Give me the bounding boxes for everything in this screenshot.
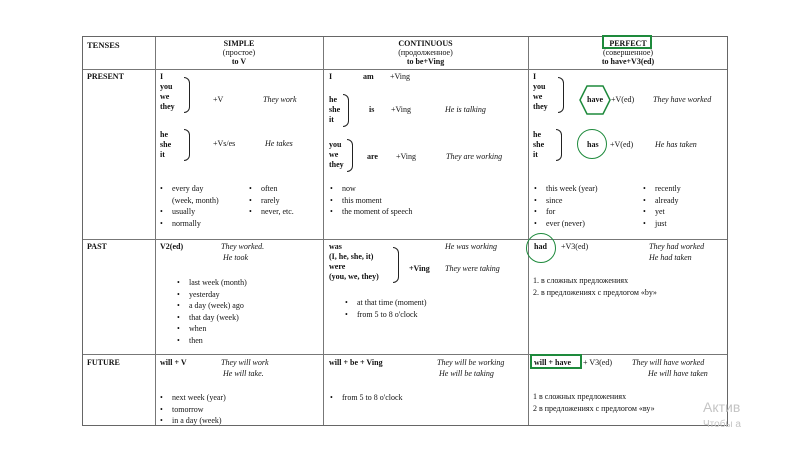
brace: [393, 247, 399, 283]
present-simple-pronouns-1: I you we they: [160, 72, 175, 111]
past-perf-note-2: 2. в предложениях с предлогом «by»: [533, 288, 657, 297]
brace: [184, 77, 190, 113]
header-simple-ru: (простое): [222, 48, 256, 57]
present-cont-example-3: They are working: [446, 152, 503, 161]
past-perf-example-1: They had worked: [649, 242, 705, 251]
present-cont-pronouns-3: you we they: [329, 140, 344, 169]
future-simple-example-1: They will work: [221, 358, 269, 367]
row-label-past: PAST: [87, 242, 107, 251]
present-simple-markers-right: • often • rarely • never, etc.: [249, 183, 294, 218]
present-perf-have: have: [587, 95, 603, 104]
future-perf-aux: will + have: [534, 358, 572, 367]
past-cont-markers: • at that time (moment) • from 5 to 8 o'clock: [345, 297, 427, 320]
present-cont-are: are: [367, 152, 378, 161]
row-divider: [83, 354, 727, 355]
activation-watermark-text: Чтобы а: [703, 419, 741, 430]
present-simple-example-2: He takes: [265, 139, 293, 148]
brace: [347, 139, 353, 172]
brace: [184, 129, 190, 161]
col-divider: [323, 37, 324, 425]
present-cont-am: am: [363, 72, 374, 81]
will-have-highlight-box: [530, 354, 582, 369]
header-tenses: TENSES: [87, 40, 120, 50]
header-perfect-ru: (совершенное): [602, 48, 654, 57]
brace: [558, 77, 564, 113]
circle-highlight-icon: [526, 233, 556, 263]
col-divider: [528, 37, 529, 425]
present-perf-example-2: He has taken: [655, 140, 697, 149]
future-perf-form: + V3(ed): [583, 358, 613, 367]
future-perf-note-2: 2 в предложениях с предлогом «ву»: [533, 404, 655, 413]
future-cont-example-2: He will be taking: [439, 369, 494, 378]
row-label-present: PRESENT: [87, 72, 124, 81]
present-simple-pronouns-2: he she it: [160, 130, 172, 159]
perfect-highlight-box: [602, 35, 652, 49]
row-divider: [83, 239, 727, 240]
circle-highlight-icon: [577, 129, 607, 159]
past-simple-example-2: He took: [223, 253, 249, 262]
past-cont-example-1: He was working: [445, 242, 497, 251]
future-cont-markers: • from 5 to 8 o'clock: [330, 392, 403, 404]
future-cont-form: will + be + Ving: [329, 358, 383, 367]
row-divider: [83, 69, 727, 70]
hexagon-highlight-icon: [579, 85, 611, 115]
present-simple-form-1: +V: [213, 95, 224, 104]
present-cont-pronouns-2: he she it: [329, 95, 341, 124]
present-cont-markers: • now • this moment • the moment of speech: [330, 183, 412, 218]
past-perf-example-2: He had taken: [649, 253, 692, 262]
present-cont-form-3: +Ving: [396, 152, 417, 161]
present-perf-form-2: +V(ed): [610, 140, 634, 149]
header-continuous-form: to be+Ving: [406, 57, 445, 66]
present-perf-markers-right: • recently • already • yet • just: [643, 183, 681, 229]
row-label-future: FUTURE: [87, 358, 120, 367]
past-perf-form: +V3(ed): [561, 242, 589, 251]
past-perf-note-1: 1. в сложных предложениях: [533, 276, 629, 285]
brace: [556, 129, 562, 161]
present-perf-pronouns-2: he she it: [533, 130, 545, 159]
future-cont-example-1: They will be working: [437, 358, 505, 367]
brace: [343, 94, 349, 127]
present-cont-subject-i: I: [329, 72, 333, 81]
future-simple-example-2: He will take.: [223, 369, 264, 378]
past-simple-example-1: They worked.: [221, 242, 265, 251]
present-simple-example-1: They work: [263, 95, 297, 104]
header-simple-title: SIMPLE: [223, 39, 255, 48]
header-perfect-form: to have+V3(ed): [601, 57, 655, 66]
header-simple-form: to V: [231, 57, 247, 66]
past-simple-form: V2(ed): [160, 242, 184, 251]
present-cont-example-2: He is talking: [445, 105, 486, 114]
present-simple-form-2: +Vs/es: [213, 139, 236, 148]
header-continuous-ru: (продолженное): [398, 48, 453, 57]
present-perf-form-1: +V(ed): [611, 95, 635, 104]
future-simple-markers: • next week (year) • tomorrow • in a day (week): [160, 392, 226, 427]
future-perf-example-2: He will have taken: [648, 369, 708, 378]
col-divider: [155, 37, 156, 425]
activation-watermark-title: Актив: [703, 399, 741, 415]
past-cont-example-2: They were taking: [445, 264, 500, 273]
present-perf-markers-left: • this week (year) • since • for • ever (never): [534, 183, 598, 229]
header-continuous-title: CONTINUOUS: [398, 39, 453, 48]
present-cont-form-2: +Ving: [391, 105, 412, 114]
present-perf-example-1: They have worked: [653, 95, 712, 104]
present-cont-is: is: [369, 105, 375, 114]
header-perfect-title: PERFECT: [609, 39, 647, 48]
past-cont-form: +Ving: [409, 264, 430, 273]
present-perf-pronouns-1: I you we they: [533, 72, 548, 111]
present-perf-has: has: [587, 140, 599, 149]
tenses-table: [82, 36, 728, 426]
future-simple-form: will + V: [160, 358, 187, 367]
future-perf-note-1: 1 в сложных предложениях: [533, 392, 627, 401]
past-cont-subjects: was (I, he, she, it) were (you, we, they): [329, 242, 379, 281]
past-simple-markers: • last week (month) • yesterday • a day (week) ago • that day (week) • when • then: [177, 277, 247, 346]
past-perf-had: had: [534, 242, 547, 251]
present-cont-form-1: +Ving: [390, 72, 411, 81]
present-simple-markers-left: • every day (week, month) • usually • normally: [160, 183, 219, 229]
future-perf-example-1: They will have worked: [632, 358, 705, 367]
